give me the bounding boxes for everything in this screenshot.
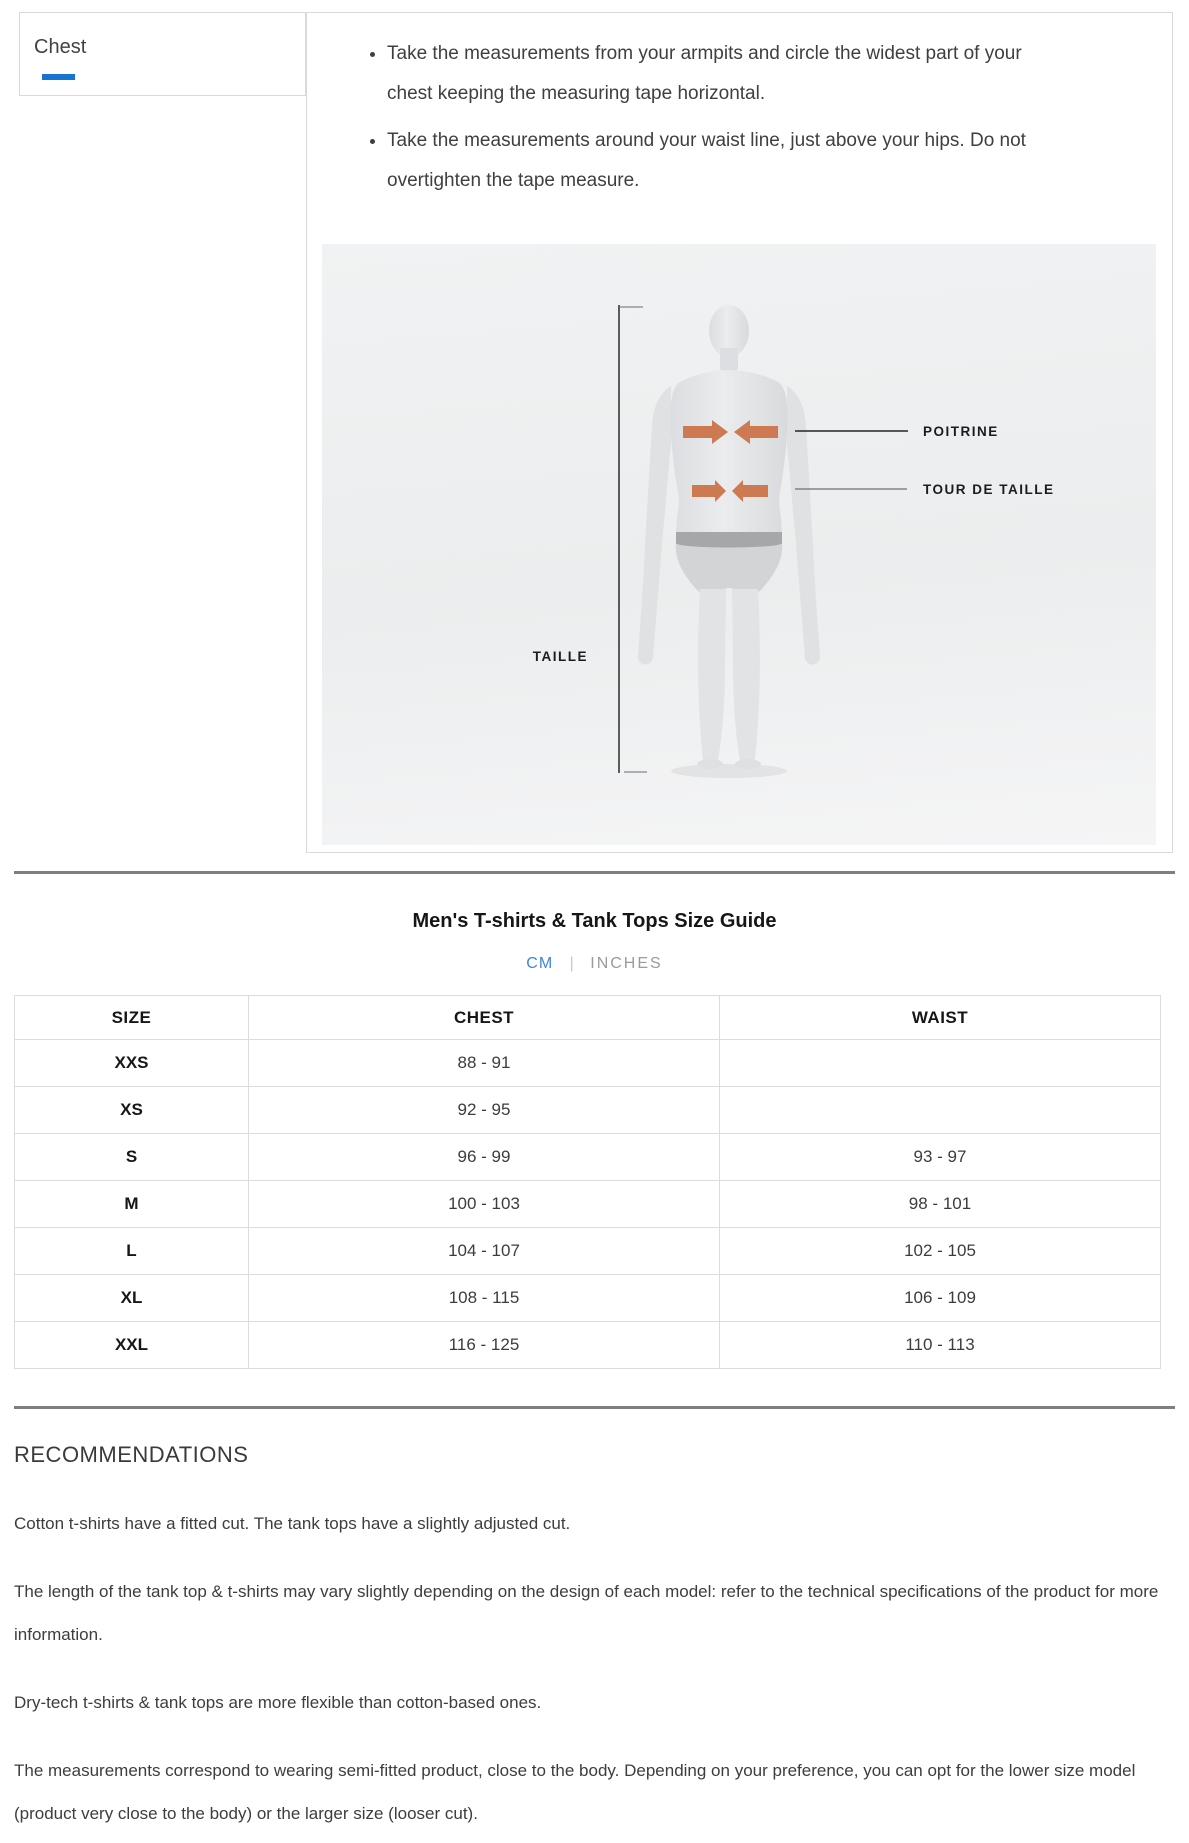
unit-toggle [0,955,1189,973]
chest-value: 96 - 99 [249,1134,720,1181]
chest-value: 116 - 125 [249,1322,720,1369]
recommendation-paragraph: The measurements correspond to wearing semi-fitted product, close to the body. Depending on your preference, you can opt for the lower size model (product very close to the body) or the larger size (looser cut). [14,1761,1136,1823]
section-divider-top [14,871,1175,874]
waist-value [720,1087,1161,1134]
recommendations-text [14,1502,1174,1843]
waist-value: 102 - 105 [720,1228,1161,1275]
table-row [15,1322,1161,1369]
recommendation-paragraph: Dry-tech t-shirts & tank tops are more flexible than cotton-based ones. [14,1693,542,1712]
table-row [15,1040,1161,1087]
size-value: XS [15,1087,249,1134]
unit-option-inches[interactable]: INCHES [590,955,663,972]
table-row [15,1275,1161,1322]
size-value: XXL [15,1322,249,1369]
header-chest: CHEST [249,996,720,1040]
size-guide-title: Men's T-shirts & Tank Tops Size Guide [412,910,777,932]
mannequin-figure [322,244,1156,845]
size-value: M [15,1181,249,1228]
recommendation-paragraph: The length of the tank top & t-shirts may vary slightly depending on the design of each model: refer to the technical specifications of the product for more information. [14,1582,1159,1644]
instruction-item-waist: • Take the measurements around your waist line, just above your hips. Do not overtighten the tape measure. [387,121,1042,201]
mannequin-body [638,305,820,769]
tab-chest-label: Chest [34,36,87,58]
table-row [15,1228,1161,1275]
height-measure-line [619,305,647,773]
measurement-panel [306,12,1173,853]
size-value: S [15,1134,249,1181]
mannequin-illustration [322,244,1156,845]
chest-label: POITRINE [923,424,999,439]
waist-value: 110 - 113 [720,1322,1161,1369]
tab-chest[interactable] [19,12,306,96]
chest-value: 104 - 107 [249,1228,720,1275]
chest-value: 88 - 91 [249,1040,720,1087]
height-label: TAILLE [532,649,588,664]
waist-label: TOUR DE TAILLE [923,482,1055,497]
instruction-item-chest: • Take the measurements from your armpits and circle the widest part of your chest keeping the measuring tape horizontal. [387,34,1042,114]
section-divider-bottom [14,1406,1175,1409]
unit-option-cm[interactable]: CM [526,955,554,972]
size-value: XL [15,1275,249,1322]
waist-value: 93 - 97 [720,1134,1161,1181]
recommendation-paragraph: Cotton t-shirts have a fitted cut. The tank tops have a slightly adjusted cut. [14,1514,571,1533]
waist-value: 106 - 109 [720,1275,1161,1322]
header-waist: WAIST [720,996,1161,1040]
unit-separator: | [569,955,574,972]
recommendations-heading: RECOMMENDATIONS [14,1442,249,1467]
instruction-list [307,34,1042,208]
chest-value: 108 - 115 [249,1275,720,1322]
chest-value: 100 - 103 [249,1181,720,1228]
waist-value [720,1040,1161,1087]
floor-shadow [671,764,787,778]
size-table [14,995,1161,1369]
waist-value: 98 - 101 [720,1181,1161,1228]
table-row [15,1087,1161,1134]
active-tab-indicator [42,74,75,80]
table-row [15,1181,1161,1228]
size-value: XXS [15,1040,249,1087]
size-table-header-row [15,996,1161,1040]
table-row [15,1134,1161,1181]
chest-value: 92 - 95 [249,1087,720,1134]
header-size: SIZE [15,996,249,1040]
size-value: L [15,1228,249,1275]
